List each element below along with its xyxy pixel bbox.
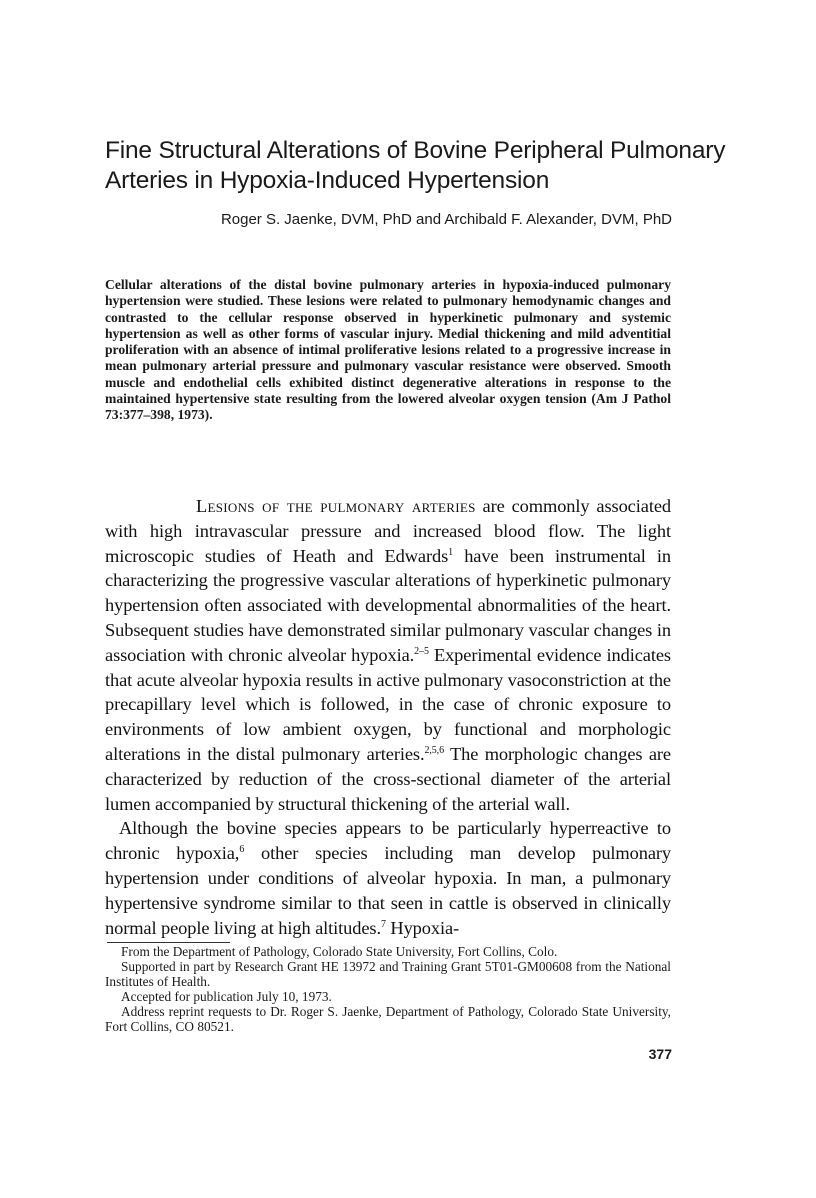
- article-title: Fine Structural Alterations of Bovine Peripheral Pulmonary Arteries in Hypoxia-Induced Hypertension: [105, 137, 726, 194]
- text-run: Hypoxia-: [385, 917, 460, 938]
- author-line: Roger S. Jaenke, DVM, PhD and Archibald F. Alexander, DVM, PhD: [220, 211, 672, 228]
- text-run: Experimental evidence indicates that acute alveolar hypoxia results in active pulmonary vasoconstriction at the precapillary level which is followed, in the case of chronic exposure to environments of low ambient oxygen, by functional and morphologic alterations in the distal pulmonary arteries.: [105, 644, 671, 764]
- paragraph-1: [105, 494, 671, 816]
- footnotes: [105, 944, 671, 1034]
- abstract: Cellular alterations of the distal bovine pulmonary arteries in hypoxia-induced pulmonary hypertension were studied. These lesions were related to pulmonary hemodynamic changes and contrasted to the cellular response observed in hyperkinetic pulmonary and systemic hypertension as well as other forms of vascular injury. Medial thickening and mild adventitial proliferation with an absence of intimal proliferative lesions related to a progressive increase in mean pulmonary arterial pressure and pulmonary vascular resistance were observed. Smooth muscle and endothelial cells exhibited distinct degenerative alterations in response to the maintained hypertensive state resulting from the lowered alveolar oxygen tension (Am J Pathol 73:377–398, 1973).: [105, 277, 671, 423]
- footnote-accepted: Accepted for publication July 10, 1973.: [121, 989, 332, 1004]
- text-run: The morphologic changes are characterized by reduction of the cross-sectional diameter of the arterial lumen accompanied by structural thickening of the arterial wall.: [105, 743, 671, 814]
- text-run: have been instrumental in characterizing the progressive vascular alterations of hyperkinetic pulmonary hypertension often associated with developmental abnormalities of the heart. Subsequent studies have demonstrated similar pulmonary vascular changes in association with chronic alveolar hypoxia.: [105, 545, 671, 665]
- reference-marker: 2–5: [414, 645, 429, 657]
- footnote-affiliation: From the Department of Pathology, Colorado State University, Fort Collins, Colo.: [121, 944, 558, 959]
- paragraph-2: [105, 816, 671, 940]
- text-run: Although the bovine species appears to be particularly hyperreactive to chronic hypoxia,: [105, 818, 671, 864]
- lead-in-small-caps: Lesions of the pulmonary arteries: [196, 496, 476, 516]
- footnote-funding: Supported in part by Research Grant HE 13972 and Training Grant 5T01-GM00608 from the National Institutes of Health.: [105, 959, 671, 989]
- footnote-reprint-address: Address reprint requests to Dr. Roger S. Jaenke, Department of Pathology, Colorado State University, Fort Collins, CO 80521.: [105, 1004, 671, 1034]
- body-text: [105, 494, 671, 940]
- footnote-divider: [107, 942, 230, 943]
- text-run: are commonly associated with high intravascular pressure and increased blood flow. The light microscopic studies of Heath and Edwards: [105, 496, 671, 566]
- reference-marker: 2,5,6: [424, 744, 444, 756]
- reference-marker: 7: [381, 918, 386, 930]
- reference-marker: 1: [448, 546, 454, 558]
- reference-marker: 6: [239, 844, 245, 856]
- page-number: 377: [648, 1046, 672, 1062]
- text-run: other species including man develop pulmonary hypertension under conditions of alveolar hypoxia. In man, a pulmonary hypertensive syndrome similar to that seen in cattle is observed in clinically normal people living at high altitudes.: [105, 843, 671, 938]
